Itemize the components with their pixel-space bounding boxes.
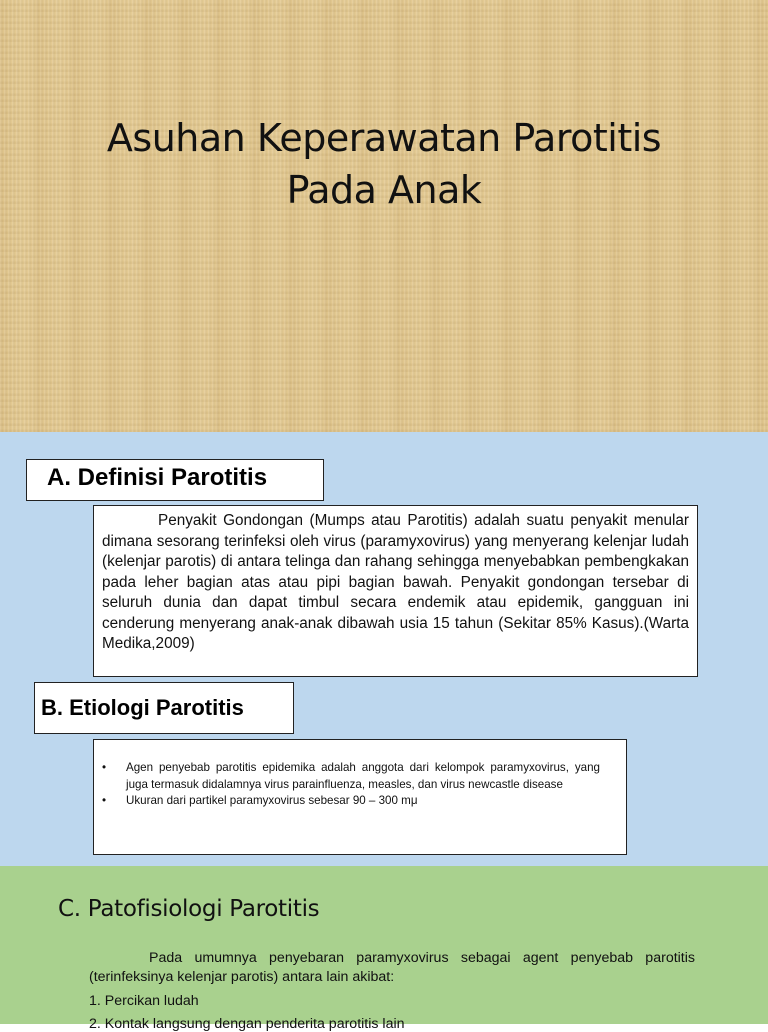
pathophysiology-heading: C. Patofisiologi Parotitis bbox=[58, 896, 320, 922]
definition-etiology-slide bbox=[0, 432, 768, 866]
list-item-text: Agen penyebab parotitis epidemika adalah anggota dari kelompok paramyxovirus, yang juga termasuk didalamnya virus parainfluenza, measles, dan virus newcastle disease bbox=[126, 761, 600, 791]
list-item: 2. Kontak langsung dengan penderita parotitis lain bbox=[89, 1016, 405, 1032]
list-item bbox=[102, 760, 600, 793]
title-line-2: Pada Anak bbox=[286, 168, 482, 212]
etiology-heading: B. Etiologi Parotitis bbox=[34, 682, 294, 734]
bullet-icon: • bbox=[102, 761, 107, 774]
bullet-icon: • bbox=[102, 794, 107, 807]
definition-textbox bbox=[93, 505, 698, 677]
title-slide bbox=[0, 0, 768, 432]
list-item: 1. Percikan ludah bbox=[89, 993, 199, 1009]
etiology-textbox bbox=[93, 739, 627, 855]
definition-paragraph: Penyakit Gondongan (Mumps atau Parotitis) adalah suatu penyakit menular dimana sesorang terinfeksi oleh virus (paramyxovirus) yang menyerang kelenjar ludah (kelenjar parotis) di antara telinga dan rahang sehingga menyebabkan pembengkakan pada leher bagian atas atau pipi bagian bawah. Penyakit gondongan tersebar di seluruh dunia dan dapat timbul secara endemik atau epidemik, gangguan ini cenderung menyerang anak-anak dibawah usia 15 tahun (Sekitar 85% Kasus).(Warta Medika,2009) bbox=[102, 512, 689, 652]
intro-paragraph: Pada umumnya penyebaran paramyxovirus sebagai agent penyebab parotitis (terinfeksinya kelenjar parotis) antara lain akibat: bbox=[89, 950, 695, 985]
pathophysiology-intro bbox=[89, 949, 695, 987]
pathophysiology-slide bbox=[0, 866, 768, 1032]
etiology-list bbox=[102, 760, 600, 810]
slide-title bbox=[0, 112, 768, 216]
title-line-1: Asuhan Keperawatan Parotitis bbox=[106, 116, 662, 160]
list-item bbox=[102, 793, 600, 810]
list-item-text: Ukuran dari partikel paramyxovirus sebesar 90 – 300 mμ bbox=[126, 794, 418, 807]
definition-heading: A. Definisi Parotitis bbox=[26, 459, 324, 501]
